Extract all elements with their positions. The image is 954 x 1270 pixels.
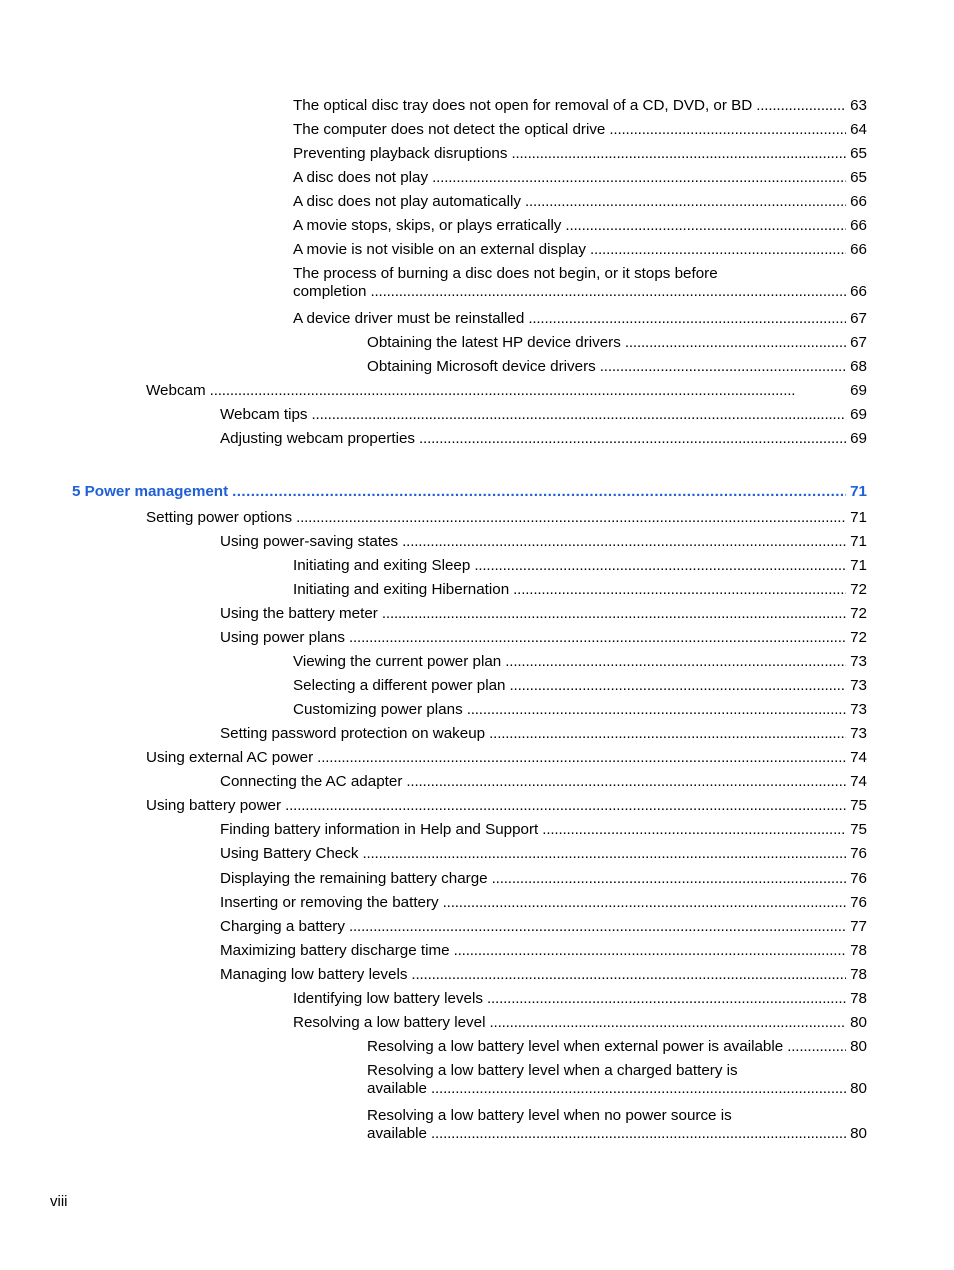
toc-entry-title: 5 Power management [72,483,229,500]
toc-page-number: 67 [850,310,867,327]
toc-entry-row [293,557,867,575]
toc-leader-dots [489,1014,846,1032]
toc-entry-row [293,653,867,671]
toc-leader-dots [528,310,846,328]
toc-entry-row [293,169,867,187]
toc-entry[interactable] [367,358,867,376]
toc-entry[interactable] [220,845,867,863]
toc-page-number: 80 [850,1038,867,1055]
toc-entry-row [293,701,867,719]
toc-entry[interactable] [220,966,867,984]
toc-page-number: 66 [850,193,867,210]
toc-entry[interactable] [146,382,867,400]
toc-chapter-entry[interactable] [72,483,867,501]
toc-entry-title: A disc does not play [293,169,429,186]
toc-leader-dots [210,382,846,400]
toc-entry-title: completion [293,283,367,300]
toc-entry-title: Using power-saving states [220,533,399,550]
toc-entry-title: Adjusting webcam properties [220,430,416,447]
toc-leader-dots [431,1125,846,1143]
toc-leader-dots [565,217,846,235]
toc-entry-row [220,430,867,448]
toc-entry-title: Using the battery meter [220,605,378,622]
toc-entry-title: Initiating and exiting Sleep [293,557,471,574]
toc-entry-title: Obtaining Microsoft device drivers [367,358,596,375]
toc-entry-row [220,821,867,839]
toc-entry-title: Setting power options [146,509,293,526]
toc-entry[interactable] [220,918,867,936]
toc-page-number: 78 [850,990,867,1007]
toc-entry-title: Webcam tips [220,406,308,423]
toc-leader-dots [487,990,846,1008]
toc-entry-title: Using external AC power [146,749,314,766]
toc-entry[interactable] [220,430,867,448]
toc-entry-title: Displaying the remaining battery charge [220,870,488,887]
toc-leader-dots [349,918,846,936]
toc-page-number: 69 [850,430,867,447]
toc-leader-dots [492,870,846,888]
toc-entry[interactable] [293,169,867,187]
toc-entry-row [367,1080,867,1098]
toc-entry[interactable] [220,894,867,912]
toc-entry[interactable] [220,725,867,743]
toc-leader-dots [542,821,846,839]
toc-page-number: 66 [850,241,867,258]
toc-entry[interactable] [146,797,867,815]
toc-entry-title: A movie stops, skips, or plays erratically [293,217,562,234]
toc-entry-title: Using power plans [220,629,345,646]
toc-entry-row [293,121,867,139]
toc-entry[interactable] [220,406,867,424]
toc-page-number: 66 [850,283,867,300]
toc-leader-dots [600,358,846,376]
toc-page-number: 73 [850,725,867,742]
toc-page-number: 68 [850,358,867,375]
toc-entry[interactable] [293,121,867,139]
toc-leader-dots [406,773,846,791]
toc-entry[interactable] [220,870,867,888]
toc-entry-row [220,918,867,936]
toc-leader-dots [625,334,846,352]
toc-page-number: 77 [850,918,867,935]
toc-entry-title: Customizing power plans [293,701,463,718]
toc-entry-row [367,334,867,352]
toc-entry-title: Initiating and exiting Hibernation [293,581,510,598]
toc-page-number: 71 [850,483,867,500]
toc-entry[interactable] [293,677,867,695]
toc-entry-title: Viewing the current power plan [293,653,502,670]
toc-entry-title: Using battery power [146,797,282,814]
toc-page-number: 65 [850,169,867,186]
toc-page-number: 76 [850,894,867,911]
toc-entry-title: Selecting a different power plan [293,677,506,694]
toc-entry-title: Obtaining the latest HP device drivers [367,334,621,351]
toc-page-number: 71 [850,557,867,574]
toc-entry-title: A movie is not visible on an external display [293,241,586,258]
toc-entry-row [220,845,867,863]
toc-leader-dots [443,894,846,912]
toc-entry-row [293,193,867,211]
toc-entry-row [367,358,867,376]
toc-page-number: 69 [850,382,867,399]
toc-page-number: 67 [850,334,867,351]
toc-page-number: 72 [850,605,867,622]
toc-page-number: 74 [850,773,867,790]
toc-entry-row [146,797,867,815]
toc-leader-dots [432,169,846,187]
toc-entry[interactable] [220,533,867,551]
toc-page-number: 75 [850,797,867,814]
toc-leader-dots [362,845,846,863]
toc-entry[interactable] [293,265,867,301]
toc-leader-dots [467,701,846,719]
toc-page-number: 71 [850,509,867,526]
toc-entry-row [293,217,867,235]
toc-entry-row [220,942,867,960]
toc-entry[interactable] [293,653,867,671]
toc-leader-dots [402,533,846,551]
toc-entry-row [293,145,867,163]
toc-leader-dots [505,653,846,671]
toc-entry-title: available [367,1080,427,1097]
toc-leader-dots [431,1080,846,1098]
toc-page-number: 63 [850,97,867,114]
toc-entry[interactable] [293,701,867,719]
toc-entry-row [146,382,867,400]
toc-entry[interactable] [293,193,867,211]
toc-page-number: 73 [850,677,867,694]
toc-entry-title: The computer does not detect the optical drive [293,121,606,138]
toc-entry-title: Resolving a low battery level [293,1014,486,1031]
toc-page-number: 76 [850,845,867,862]
toc-page-number: 65 [850,145,867,162]
toc-entry-title: available [367,1125,427,1142]
toc-entry[interactable] [293,217,867,235]
toc-leader-dots [525,193,846,211]
toc-entry-title: Preventing playback disruptions [293,145,508,162]
toc-entry-title: The optical disc tray does not open for removal of a CD, DVD, or BD [293,97,753,114]
toc-entry-title: Finding battery information in Help and Support [220,821,539,838]
toc-entry-title: Managing low battery levels [220,966,408,983]
toc-entry[interactable] [293,990,867,1008]
toc-entry[interactable] [146,749,867,767]
toc-entry-row [367,1038,867,1056]
toc-page-number: 80 [850,1125,867,1142]
toc-entry-title: Webcam [146,382,206,399]
toc-entry[interactable] [367,1107,867,1143]
toc-leader-dots [419,430,846,448]
toc-entry[interactable] [367,1062,867,1098]
toc-entry-row [220,870,867,888]
toc-leader-dots [474,557,846,575]
toc-entry[interactable] [220,605,867,623]
toc-entry-row [293,97,867,115]
toc-entry[interactable] [220,942,867,960]
toc-entry-row [293,677,867,695]
toc-page-number: 80 [850,1014,867,1031]
toc-entry-row [72,483,867,501]
toc-entry-title-lead: The process of burning a disc does not begin, or it stops before [293,265,718,282]
toc-leader-dots [382,605,846,623]
toc-entry[interactable] [220,773,867,791]
toc-entry-title-lead: Resolving a low battery level when a charged battery is [367,1062,738,1079]
toc-entry[interactable] [293,581,867,599]
toc-entry-row [293,1014,867,1032]
toc-entry-row [293,241,867,259]
toc-entry[interactable] [367,334,867,352]
toc-entry-title: Connecting the AC adapter [220,773,403,790]
toc-entry-row [293,310,867,328]
toc-entry-row [220,894,867,912]
toc-entry[interactable] [293,310,867,328]
toc-entry[interactable] [293,145,867,163]
toc-entry-row [220,533,867,551]
toc-leader-dots [349,629,846,647]
toc-leader-dots [317,749,846,767]
toc-entry-title: A disc does not play automatically [293,193,521,210]
toc-page-number: 69 [850,406,867,423]
toc-entry-row [293,990,867,1008]
toc-entry-row [146,749,867,767]
toc-entry[interactable] [293,1014,867,1032]
toc-entry-title-lead: Resolving a low battery level when no power source is [367,1107,732,1124]
toc-entry[interactable] [146,509,867,527]
toc-entry-row [220,629,867,647]
toc-leader-dots [509,677,846,695]
toc-entry-title: Resolving a low battery level when external power is available [367,1038,784,1055]
toc-leader-dots [454,942,847,960]
toc-page-number: 73 [850,653,867,670]
toc-entry-title: Charging a battery [220,918,345,935]
toc-entry[interactable] [367,1038,867,1056]
toc-page-number: 75 [850,821,867,838]
toc-page-number: 78 [850,942,867,959]
toc-page-number: 78 [850,966,867,983]
page-number: viii [50,1193,68,1210]
toc-entry-title: Setting password protection on wakeup [220,725,486,742]
toc-entry-title: Identifying low battery levels [293,990,483,1007]
toc-entry[interactable] [220,629,867,647]
toc-page-number: 64 [850,121,867,138]
toc-entry-title: Maximizing battery discharge time [220,942,450,959]
toc-entry-row [220,725,867,743]
toc-page-number: 74 [850,749,867,766]
toc-leader-dots [232,483,846,501]
toc-entry-row [220,773,867,791]
toc-leader-dots [312,406,847,424]
toc-entry[interactable] [220,821,867,839]
toc-leader-dots [511,145,846,163]
toc-entry-title: Inserting or removing the battery [220,894,439,911]
toc-entry-title: Using Battery Check [220,845,359,862]
toc-entry-row [146,509,867,527]
toc-entry[interactable] [293,97,867,115]
toc-page-number: 66 [850,217,867,234]
toc-leader-dots [787,1038,846,1056]
toc-page-number: 72 [850,581,867,598]
toc-entry[interactable] [293,557,867,575]
toc-page-number: 76 [850,870,867,887]
toc-entry-row [367,1125,867,1143]
toc-page-number: 71 [850,533,867,550]
toc-leader-dots [296,509,846,527]
toc-leader-dots [609,121,846,139]
toc-entry-row [220,605,867,623]
toc-entry-row [293,283,867,301]
toc-entry-row [220,966,867,984]
toc-entry[interactable] [293,241,867,259]
toc-page-number: 72 [850,629,867,646]
toc-leader-dots [370,283,846,301]
toc-leader-dots [756,97,846,115]
toc-leader-dots [285,797,846,815]
toc-entry-row [220,406,867,424]
toc-leader-dots [489,725,846,743]
toc-leader-dots [590,241,846,259]
toc-page-number: 80 [850,1080,867,1097]
toc-leader-dots [411,966,846,984]
toc-leader-dots [513,581,846,599]
toc-page-number: 73 [850,701,867,718]
toc-entry-title: A device driver must be reinstalled [293,310,525,327]
toc-entry-row [293,581,867,599]
